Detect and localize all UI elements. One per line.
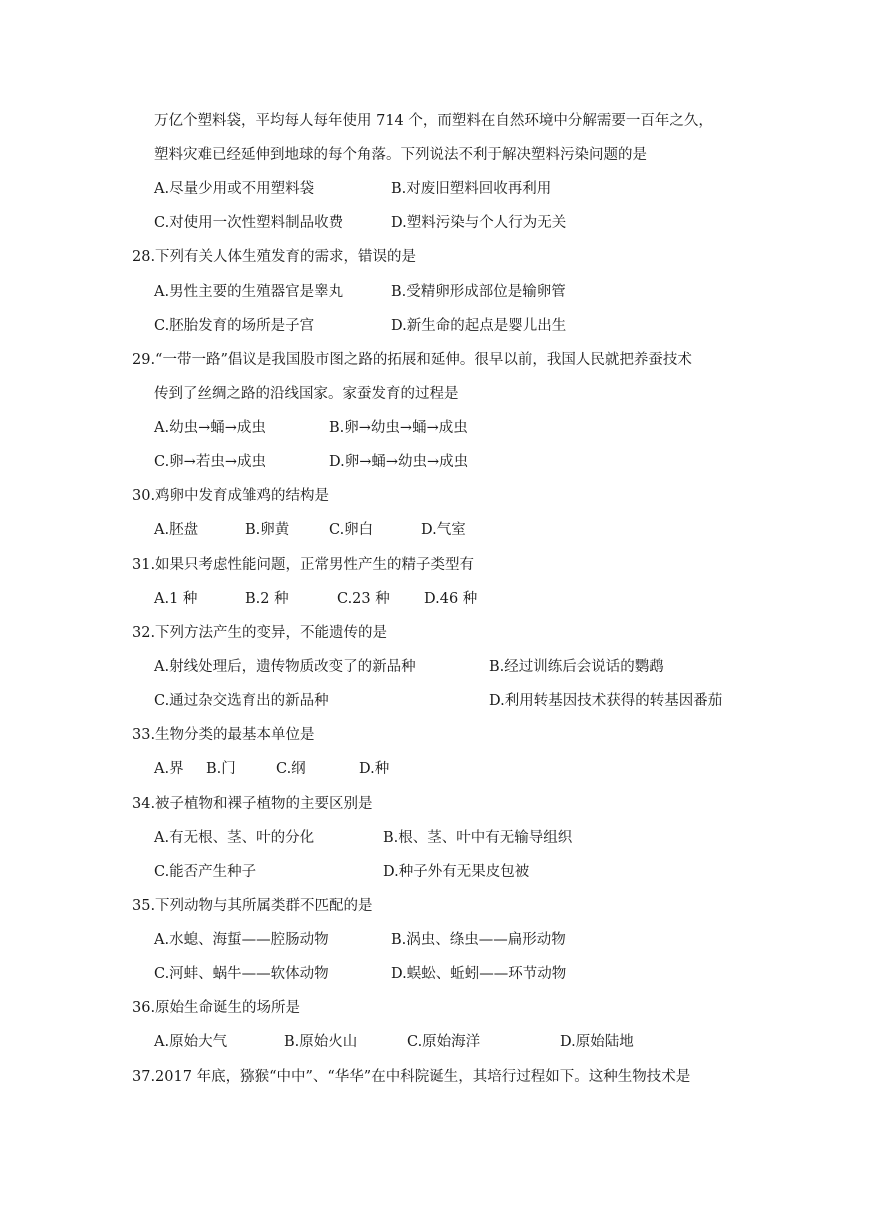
q36-option-a: A.原始大气 xyxy=(154,1034,228,1050)
q34-option-d: D.种子外有无果皮包被 xyxy=(383,864,530,880)
q27-option-a: A.尽量少用或不用塑料袋 xyxy=(154,181,315,197)
q31-stem: 31.如果只考虑性能问题，正常男性产生的精子类型有 xyxy=(132,557,475,573)
q30-stem: 30.鸡卵中发育成雏鸡的结构是 xyxy=(132,488,330,504)
q30-option-c: C.卵白 xyxy=(329,522,374,538)
q29-option-b: B.卵→幼虫→蛹→成虫 xyxy=(329,420,468,436)
q33-option-a: A.界 xyxy=(154,761,184,777)
q30-option-b: B.卵黄 xyxy=(245,522,290,538)
q35-option-a: A.水螅、海蜇——腔肠动物 xyxy=(154,932,329,948)
q27-option-b: B.对废旧塑料回收再利用 xyxy=(391,181,552,197)
q29-stem-line-1: 29.“一带一路”倡议是我国股市图之路的拓展和延伸。很早以前，我国人民就把养蚕技术 xyxy=(132,352,692,368)
q34-stem: 34.被子植物和裸子植物的主要区别是 xyxy=(132,796,373,812)
q27-stem-line-2: 塑料灾难已经延伸到地球的每个角落。下列说法不利于解决塑料污染问题的是 xyxy=(154,147,647,163)
q36-option-b: B.原始火山 xyxy=(284,1034,358,1050)
q35-stem: 35.下列动物与其所属类群不匹配的是 xyxy=(132,898,373,914)
q33-option-c: C.纲 xyxy=(276,761,306,777)
q30-option-d: D.气室 xyxy=(421,522,466,538)
q32-option-a: A.射线处理后，遗传物质改变了的新品种 xyxy=(154,659,416,675)
q36-option-d: D.原始陆地 xyxy=(560,1034,634,1050)
q29-option-d: D.卵→蛹→幼虫→成虫 xyxy=(329,454,469,470)
q34-option-c: C.能否产生种子 xyxy=(154,864,257,880)
q32-option-c: C.通过杂交选育出的新品种 xyxy=(154,693,329,709)
q28-stem: 28.下列有关人体生殖发育的需求，错误的是 xyxy=(132,249,417,265)
q36-option-c: C.原始海洋 xyxy=(407,1034,481,1050)
q36-stem: 36.原始生命诞生的场所是 xyxy=(132,1000,301,1016)
q28-option-b: B.受精卵形成部位是输卵管 xyxy=(391,284,566,300)
q29-option-c: C.卵→若虫→成虫 xyxy=(154,454,266,470)
q31-option-c: C.23 种 xyxy=(337,591,390,607)
q31-option-b: B.2 种 xyxy=(245,591,289,607)
q37-stem: 37.2017 年底，猕猴“中中”、“华华”在中科院诞生，其培行过程如下。这种生物技术是 xyxy=(132,1069,691,1085)
q28-option-d: D.新生命的起点是婴儿出生 xyxy=(391,318,567,334)
q28-option-c: C.胚胎发育的场所是子宫 xyxy=(154,318,315,334)
q34-option-b: B.根、茎、叶中有无输导组织 xyxy=(383,830,573,846)
q31-option-d: D.46 种 xyxy=(424,591,478,607)
q29-stem-line-2: 传到了丝绸之路的沿线国家。家蚕发育的过程是 xyxy=(154,386,459,402)
q27-stem-line-1: 万亿个塑料袋，平均每人每年使用 714 个，而塑料在自然环境中分解需要一百年之久， xyxy=(154,113,713,129)
q34-option-a: A.有无根、茎、叶的分化 xyxy=(154,830,315,846)
q33-option-b: B.门 xyxy=(206,761,236,777)
q32-option-d: D.利用转基因技术获得的转基因番茄 xyxy=(489,693,723,709)
q33-stem: 33.生物分类的最基本单位是 xyxy=(132,727,315,743)
q32-option-b: B.经过训练后会说话的鹦鹉 xyxy=(489,659,664,675)
q28-option-a: A.男性主要的生殖器官是睾丸 xyxy=(154,284,344,300)
q32-stem: 32.下列方法产生的变异，不能遗传的是 xyxy=(132,625,388,641)
q33-option-d: D.种 xyxy=(359,761,390,777)
q27-option-d: D.塑料污染与个人行为无关 xyxy=(391,215,567,231)
q35-option-c: C.河蚌、蜗牛——软体动物 xyxy=(154,966,329,982)
q31-option-a: A.1 种 xyxy=(154,591,198,607)
q27-option-c: C.对使用一次性塑料制品收费 xyxy=(154,215,344,231)
q35-option-d: D.蜈蚣、蚯蚓——环节动物 xyxy=(391,966,567,982)
q30-option-a: A.胚盘 xyxy=(154,522,199,538)
q35-option-b: B.涡虫、绦虫——扁形动物 xyxy=(391,932,566,948)
q29-option-a: A.幼虫→蛹→成虫 xyxy=(154,420,266,436)
